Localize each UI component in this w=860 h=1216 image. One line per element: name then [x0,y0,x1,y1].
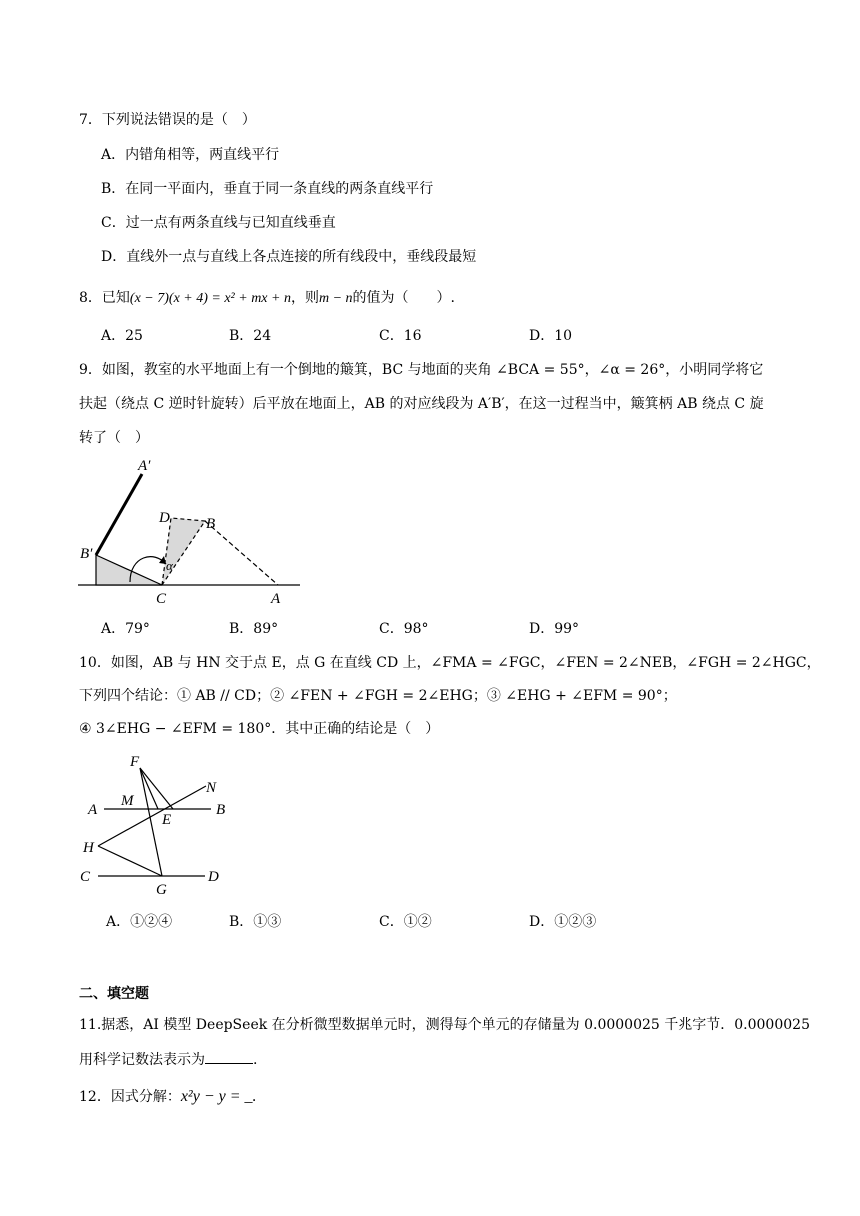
q9-arrow-head [159,556,166,564]
q7-option-c: C．过一点有两条直线与已知直线垂直 [101,215,336,231]
q11-line-2-end: . [253,1052,258,1068]
q11-answer-blank[interactable] [205,1049,253,1064]
q10-label-e: E [162,812,172,828]
q7-option-a: A．内错角相等，两直线平行 [101,147,280,163]
q9-line-3: 转了（ ） [79,430,149,446]
q9-line-1: 9．如图，教室的水平地面上有一个倒地的簸箕，BC 与地面的夹角 ∠BCA = 55°，∠α = 26°，小明同学将它 [79,362,764,378]
q10-label-f: F [130,754,140,770]
q9-handle-a-prime-b-prime [96,474,142,555]
q12-formula: x²y − y = _. [180,1088,257,1105]
q8-stem [79,288,455,309]
q9-label-d: D [159,510,170,526]
q9-label-b-prime: B′ [80,546,93,562]
q10-option-a: A．①②④ [106,914,173,930]
q9-label-a: A [271,591,281,607]
q7-stem: 7．下列说法错误的是（ ） [79,112,256,128]
q7-option-d: D．直线外一点与直线上各点连接的所有线段中，垂线段最短 [101,249,477,265]
q9-dustpan-upright [96,555,162,585]
q11-line-2 [79,1049,257,1070]
q11-line-1: 11.据悉，AI 模型 DeepSeek 在分析微型数据单元时，测得每个单元的存储量为 0.0000025 千兆字节．0.0000025 [79,1017,810,1033]
q10-line-2: 下列四个结论：① AB // CD；② ∠FEN + ∠FGH = 2∠EHG；③ ∠EHG + ∠EFM = 90°； [79,688,677,704]
q10-line-fg [140,768,162,876]
q9-line-2: 扶起（绕点 C 逆时针旋转）后平放在地面上，AB 的对应线段为 A′B′，在这一过程当中，簸箕柄 AB 绕点 C 旋 [79,396,764,412]
q9-option-a: A．79° [101,621,150,637]
q8-mid: ，则 [290,290,319,306]
q10-option-c: C．①② [379,914,432,930]
q9-label-alpha: α [166,558,173,573]
q8-prefix: 8．已知 [79,290,130,306]
section-fill-in-title: 二、填空题 [79,986,149,1002]
q8-formula: (x − 7)(x + 4) = x² + mx + n [129,291,291,306]
q9-figure [70,452,310,612]
q10-option-b: B．①③ [229,914,282,930]
q10-label-a: A [88,802,98,818]
q8-option-c: C．16 [379,328,422,344]
q8-option-a: A．25 [101,328,143,344]
q12-prefix: 12．因式分解： [79,1089,181,1105]
q8-option-b: B．24 [229,328,272,344]
q10-label-b: B [216,802,226,818]
q9-dustpan-tilted [162,518,205,585]
q10-label-d: D [208,869,219,885]
q9-handle-ab-dashed [205,521,278,585]
q8-option-d: D．10 [529,328,573,344]
q10-label-n: N [206,780,217,796]
q10-line-3: ④ 3∠EHG − ∠EFM = 180°．其中正确的结论是（ ） [79,721,440,737]
q9-option-b: B．89° [229,621,279,637]
q11-line-2-text: 用科学记数法表示为 [79,1052,205,1068]
q9-label-c: C [156,591,167,607]
q8-suffix: 的值为（ ）. [352,290,455,306]
q10-line-1: 10．如图，AB 与 HN 交于点 E，点 G 在直线 CD 上，∠FMA = ∠FGC，∠FEN = 2∠NEB，∠FGH = 2∠HGC， [79,655,821,671]
q10-figure [78,748,238,898]
q10-label-c: C [80,869,91,885]
q9-option-d: D．99° [529,621,580,637]
q8-expression: m − n [318,291,353,306]
q10-line-fm [140,768,158,809]
q10-option-d: D．①②③ [529,914,597,930]
q9-option-c: C．98° [379,621,429,637]
q9-label-a-prime: A′ [138,458,151,474]
q12-stem [79,1087,257,1107]
q9-label-b: B [206,516,216,532]
q10-label-m: M [121,793,134,809]
q10-label-h: H [83,840,94,856]
q10-line-fe [140,768,173,809]
q10-line-hg [98,846,162,876]
q10-label-g: G [156,882,167,898]
q7-option-b: B．在同一平面内，垂直于同一条直线的两条直线平行 [101,181,434,197]
